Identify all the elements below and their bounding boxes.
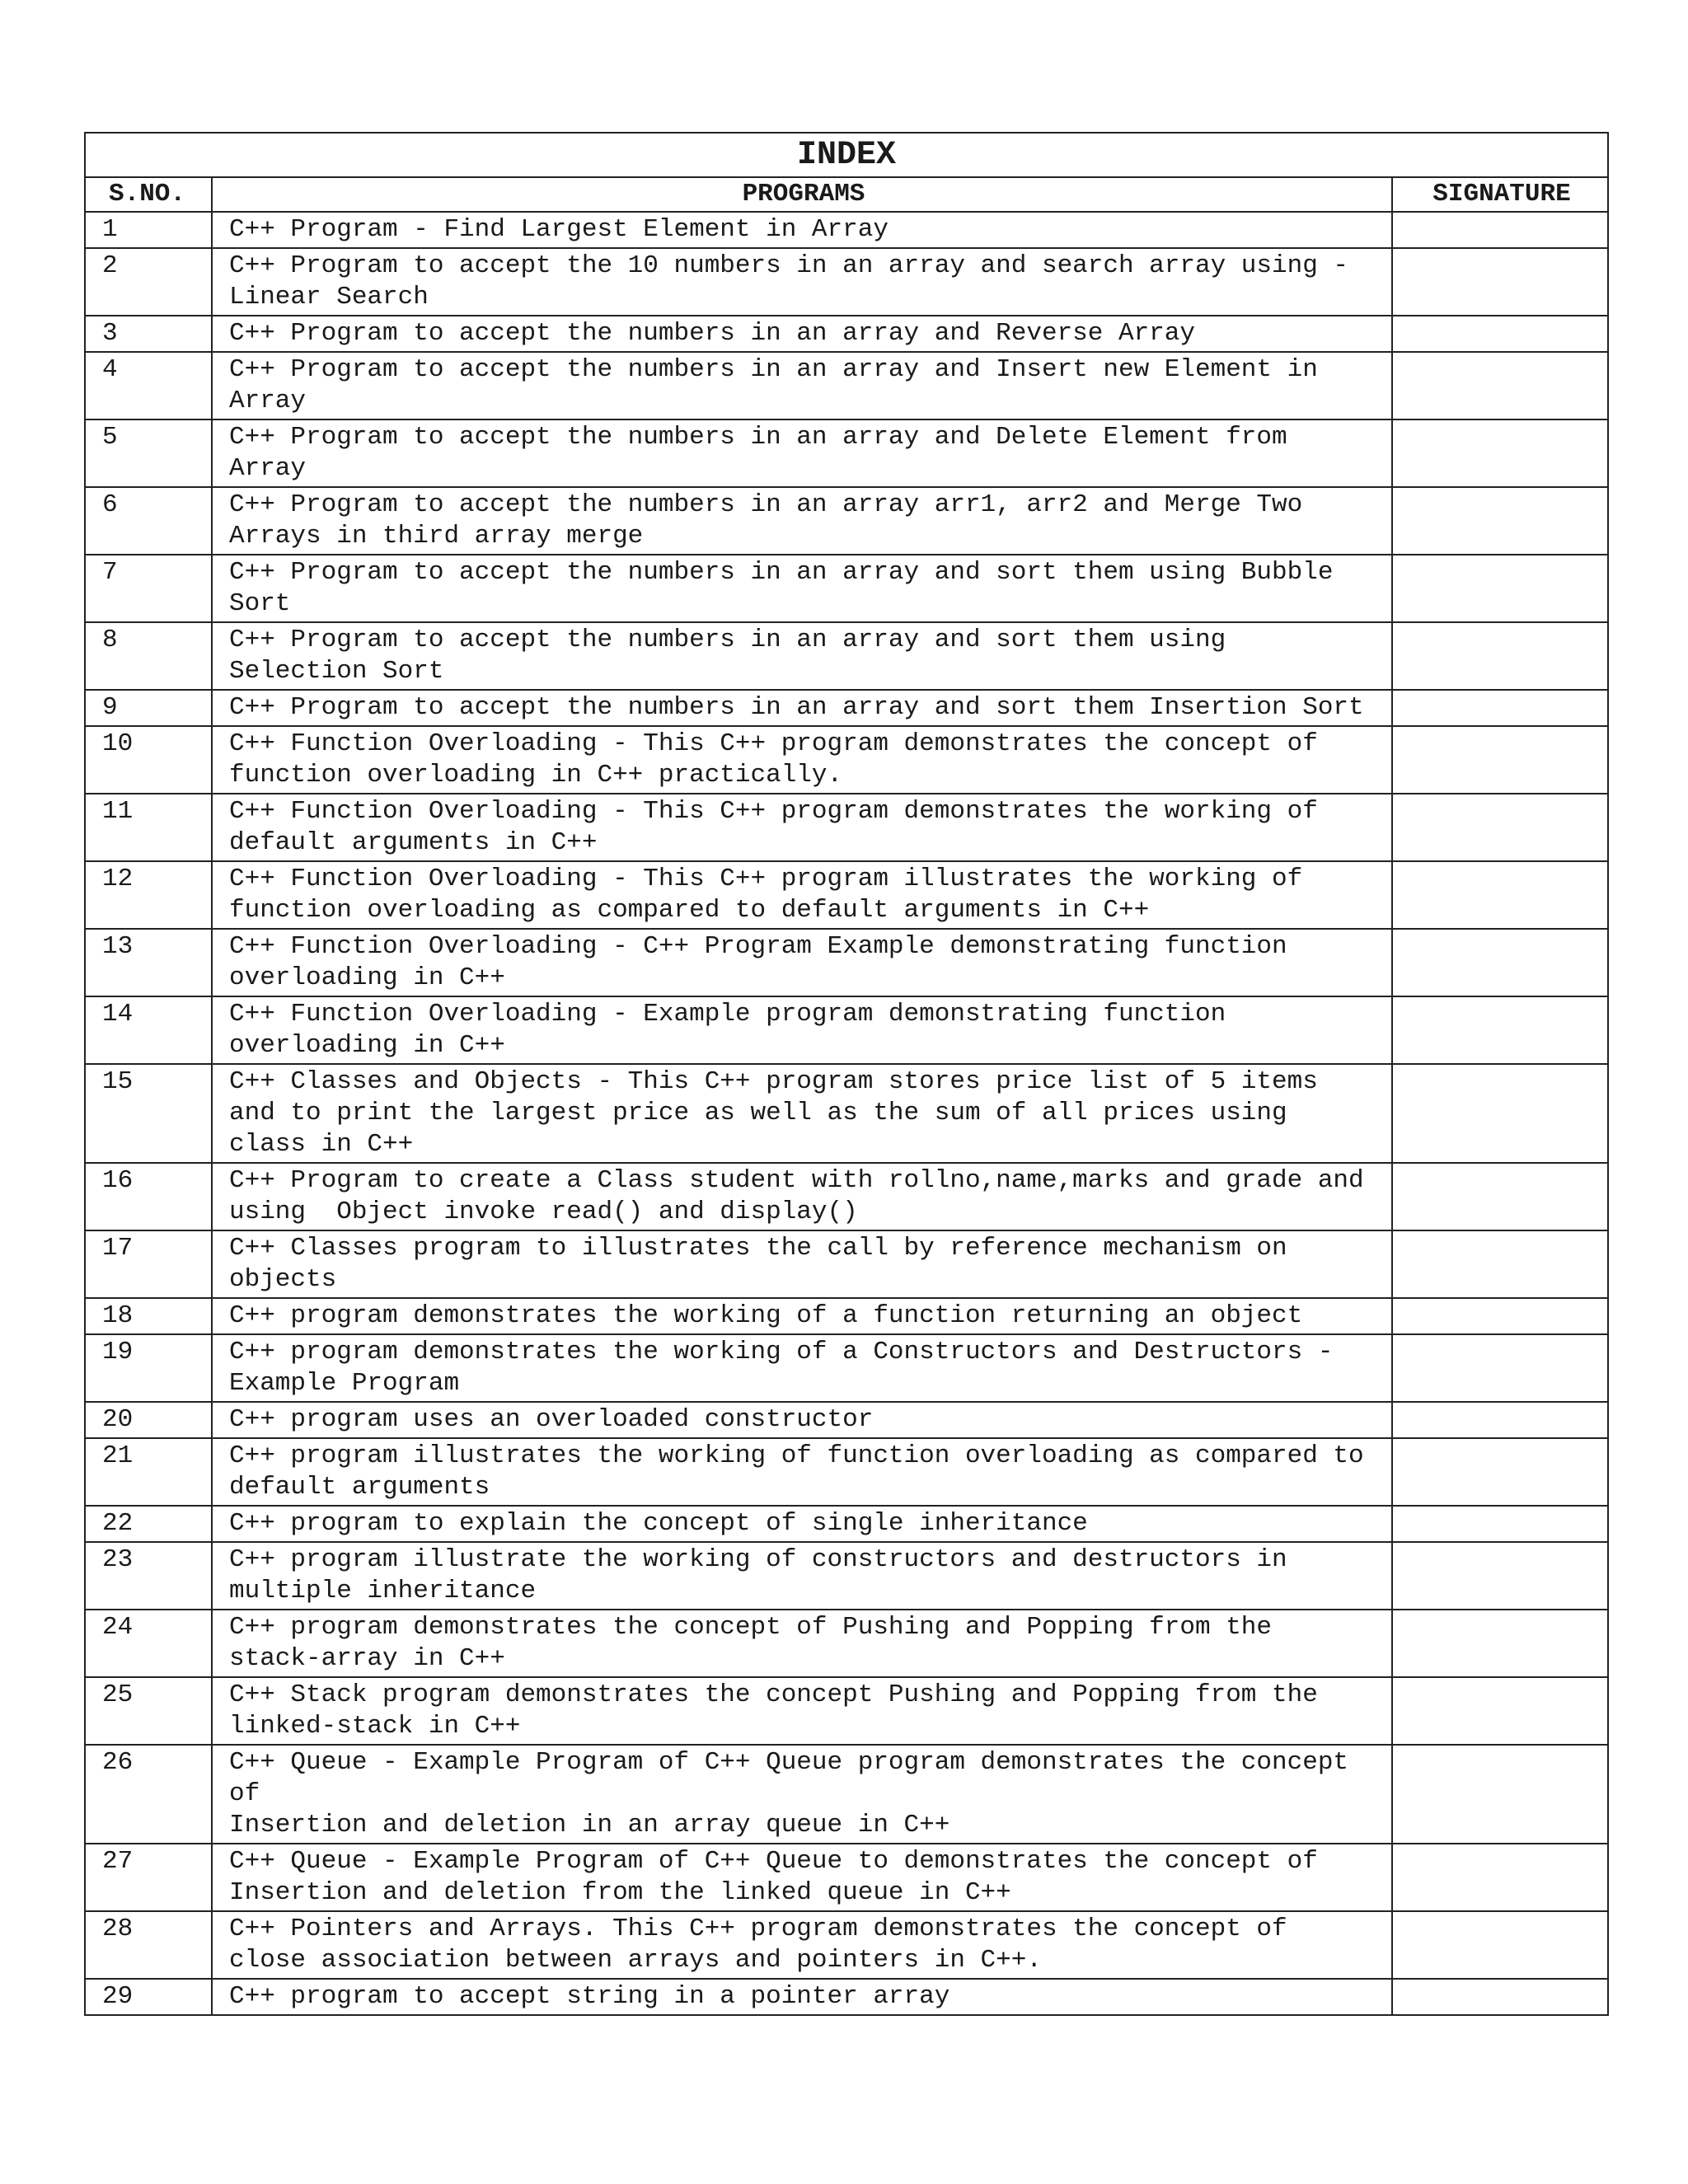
- signature-cell: [1392, 316, 1608, 352]
- signature-cell: [1392, 1298, 1608, 1334]
- program-description: C++ Stack program demonstrates the concept Pushing and Popping from the linked-stack in C++: [212, 1677, 1392, 1745]
- table-row: [85, 212, 1608, 248]
- table-row: [85, 996, 1608, 1064]
- program-description: C++ Pointers and Arrays. This C++ program demonstrates the concept of close association between arrays and pointers in C++.: [212, 1911, 1392, 1979]
- row-number: 21: [85, 1438, 212, 1506]
- table-row: [85, 929, 1608, 996]
- signature-cell: [1392, 861, 1608, 929]
- signature-cell: [1392, 1064, 1608, 1163]
- table-row: [85, 1911, 1608, 1979]
- row-number: 14: [85, 996, 212, 1064]
- signature-cell: [1392, 1334, 1608, 1402]
- program-description: C++ program demonstrates the working of a Constructors and Destructors - Example Program: [212, 1334, 1392, 1402]
- row-number: 26: [85, 1745, 212, 1844]
- signature-cell: [1392, 555, 1608, 622]
- row-number: 17: [85, 1230, 212, 1298]
- program-description: C++ program illustrate the working of constructors and destructors in multiple inheritance: [212, 1542, 1392, 1610]
- row-number: 12: [85, 861, 212, 929]
- signature-cell: [1392, 1542, 1608, 1610]
- table-row: [85, 352, 1608, 419]
- signature-cell: [1392, 1745, 1608, 1844]
- signature-cell: [1392, 622, 1608, 690]
- program-description: C++ Program to accept the numbers in an array and Delete Element from Array: [212, 419, 1392, 487]
- program-description: C++ program demonstrates the working of a function returning an object: [212, 1298, 1392, 1334]
- row-number: 15: [85, 1064, 212, 1163]
- table-row: [85, 726, 1608, 794]
- program-description: C++ Program to accept the numbers in an array and Reverse Array: [212, 316, 1392, 352]
- signature-cell: [1392, 352, 1608, 419]
- signature-cell: [1392, 929, 1608, 996]
- signature-cell: [1392, 1438, 1608, 1506]
- signature-cell: [1392, 690, 1608, 726]
- row-number: 20: [85, 1402, 212, 1438]
- row-number: 24: [85, 1610, 212, 1677]
- row-number: 16: [85, 1163, 212, 1230]
- signature-cell: [1392, 1610, 1608, 1677]
- table-row: [85, 622, 1608, 690]
- signature-cell: [1392, 996, 1608, 1064]
- program-description: C++ Function Overloading - This C++ program demonstrates the concept of function overloading in C++ practically.: [212, 726, 1392, 794]
- row-number: 9: [85, 690, 212, 726]
- signature-cell: [1392, 487, 1608, 555]
- row-number: 6: [85, 487, 212, 555]
- table-row: [85, 690, 1608, 726]
- table-row: [85, 1298, 1608, 1334]
- row-number: 29: [85, 1979, 212, 2015]
- program-description: C++ Classes and Objects - This C++ program stores price list of 5 items and to print the largest price as well as the sum of all prices using class in C++: [212, 1064, 1392, 1163]
- table-row: [85, 1334, 1608, 1402]
- row-number: 11: [85, 794, 212, 861]
- signature-cell: [1392, 212, 1608, 248]
- row-number: 19: [85, 1334, 212, 1402]
- index-rows: [85, 212, 1608, 2015]
- header-programs: PROGRAMS: [212, 177, 1392, 212]
- signature-cell: [1392, 1979, 1608, 2015]
- row-number: 22: [85, 1506, 212, 1542]
- signature-cell: [1392, 1506, 1608, 1542]
- signature-cell: [1392, 1230, 1608, 1298]
- table-row: [85, 419, 1608, 487]
- row-number: 7: [85, 555, 212, 622]
- index-title: INDEX: [85, 133, 1608, 177]
- index-page: [84, 132, 1609, 2016]
- program-description: C++ Program - Find Largest Element in Array: [212, 212, 1392, 248]
- table-row: [85, 487, 1608, 555]
- signature-cell: [1392, 726, 1608, 794]
- table-row: [85, 794, 1608, 861]
- row-number: 28: [85, 1911, 212, 1979]
- program-description: C++ Program to accept the numbers in an array arr1, arr2 and Merge Two Arrays in third array merge: [212, 487, 1392, 555]
- program-description: C++ program to explain the concept of single inheritance: [212, 1506, 1392, 1542]
- program-description: C++ Function Overloading - This C++ program demonstrates the working of default arguments in C++: [212, 794, 1392, 861]
- table-row: [85, 1064, 1608, 1163]
- signature-cell: [1392, 248, 1608, 316]
- row-number: 8: [85, 622, 212, 690]
- signature-cell: [1392, 1402, 1608, 1438]
- table-row: [85, 1979, 1608, 2015]
- table-row: [85, 1745, 1608, 1844]
- row-number: 25: [85, 1677, 212, 1745]
- program-description: C++ program uses an overloaded constructor: [212, 1402, 1392, 1438]
- table-row: [85, 1230, 1608, 1298]
- program-description: C++ Function Overloading - C++ Program Example demonstrating function overloading in C++: [212, 929, 1392, 996]
- header-signature: SIGNATURE: [1392, 177, 1608, 212]
- table-row: [85, 316, 1608, 352]
- table-row: [85, 1402, 1608, 1438]
- table-row: [85, 248, 1608, 316]
- row-number: 3: [85, 316, 212, 352]
- title-row: [85, 133, 1608, 177]
- row-number: 10: [85, 726, 212, 794]
- program-description: C++ Program to accept the numbers in an array and Insert new Element in Array: [212, 352, 1392, 419]
- table-row: [85, 1506, 1608, 1542]
- row-number: 2: [85, 248, 212, 316]
- program-description: C++ Program to accept the numbers in an array and sort them using Selection Sort: [212, 622, 1392, 690]
- table-row: [85, 1844, 1608, 1911]
- signature-cell: [1392, 1677, 1608, 1745]
- signature-cell: [1392, 419, 1608, 487]
- table-row: [85, 1163, 1608, 1230]
- row-number: 23: [85, 1542, 212, 1610]
- signature-cell: [1392, 1844, 1608, 1911]
- signature-cell: [1392, 794, 1608, 861]
- table-row: [85, 1677, 1608, 1745]
- program-description: C++ Program to create a Class student with rollno,name,marks and grade and using Object invoke read() and display(): [212, 1163, 1392, 1230]
- program-description: C++ Function Overloading - Example program demonstrating function overloading in C++: [212, 996, 1392, 1064]
- program-description: C++ program illustrates the working of function overloading as compared to default arguments: [212, 1438, 1392, 1506]
- table-row: [85, 861, 1608, 929]
- index-table: [84, 132, 1609, 2016]
- program-description: C++ Classes program to illustrates the call by reference mechanism on objects: [212, 1230, 1392, 1298]
- table-row: [85, 1542, 1608, 1610]
- table-row: [85, 555, 1608, 622]
- program-description: C++ program to accept string in a pointer array: [212, 1979, 1392, 2015]
- header-sno: S.NO.: [85, 177, 212, 212]
- row-number: 18: [85, 1298, 212, 1334]
- program-description: C++ Program to accept the 10 numbers in an array and search array using - Linear Search: [212, 248, 1392, 316]
- program-description: C++ Function Overloading - This C++ program illustrates the working of function overloading as compared to default arguments in C++: [212, 861, 1392, 929]
- header-row: [85, 177, 1608, 212]
- row-number: 1: [85, 212, 212, 248]
- signature-cell: [1392, 1911, 1608, 1979]
- table-row: [85, 1438, 1608, 1506]
- row-number: 5: [85, 419, 212, 487]
- program-description: C++ Queue - Example Program of C++ Queue to demonstrates the concept of Insertion and deletion from the linked queue in C++: [212, 1844, 1392, 1911]
- row-number: 13: [85, 929, 212, 996]
- table-row: [85, 1610, 1608, 1677]
- signature-cell: [1392, 1163, 1608, 1230]
- program-description: C++ Program to accept the numbers in an array and sort them Insertion Sort: [212, 690, 1392, 726]
- row-number: 27: [85, 1844, 212, 1911]
- program-description: C++ program demonstrates the concept of Pushing and Popping from the stack-array in C++: [212, 1610, 1392, 1677]
- program-description: C++ Queue - Example Program of C++ Queue program demonstrates the concept of Insertion and deletion in an array queue in C++: [212, 1745, 1392, 1844]
- row-number: 4: [85, 352, 212, 419]
- program-description: C++ Program to accept the numbers in an array and sort them using Bubble Sort: [212, 555, 1392, 622]
